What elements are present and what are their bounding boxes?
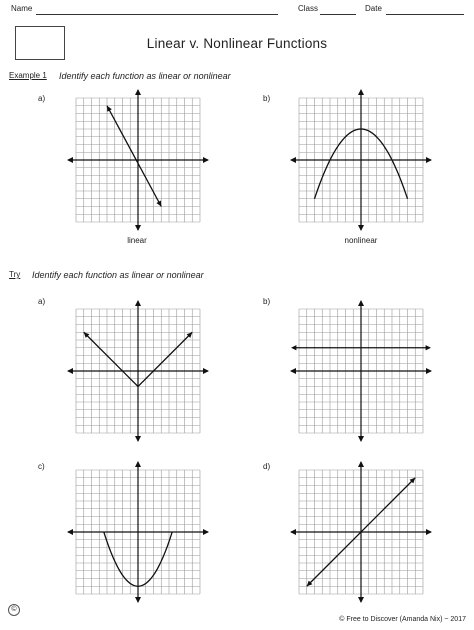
coordinate-grid: [289, 305, 433, 437]
axis-arrow: [358, 436, 364, 442]
axis-arrow: [358, 597, 364, 603]
copyright-icon: ©: [8, 604, 20, 616]
class-line[interactable]: [320, 14, 356, 15]
function-line: [107, 106, 161, 207]
axis-arrow: [426, 157, 432, 163]
date-line[interactable]: [386, 14, 464, 15]
answer-text: linear: [127, 236, 147, 245]
graph-letter: a): [38, 297, 46, 306]
axis-arrow: [203, 529, 209, 535]
axis-arrow: [135, 436, 141, 442]
name-label: Name: [11, 4, 33, 13]
example-heading: Example 1: [9, 71, 47, 80]
axis-arrow: [135, 225, 141, 231]
coordinate-grid: [66, 94, 210, 226]
name-line[interactable]: [36, 14, 278, 15]
copyright-text: © Free to Discover (Amanda Nix) ~ 2017: [339, 616, 466, 623]
axis-arrow: [358, 89, 364, 95]
axis-arrow: [290, 529, 296, 535]
graph-letter: a): [38, 94, 46, 103]
axis-arrow: [67, 157, 73, 163]
graph-letter: b): [263, 94, 271, 103]
axis-arrow: [135, 461, 141, 467]
axis-arrow: [203, 157, 209, 163]
axis-arrow: [426, 368, 432, 374]
graph-letter: b): [263, 297, 271, 306]
date-label: Date: [365, 4, 382, 13]
axis-arrow: [67, 368, 73, 374]
example-instruction: Identify each function as linear or nonlinear: [59, 71, 231, 81]
axis-arrow: [358, 225, 364, 231]
axis-arrow: [426, 529, 432, 535]
try-instruction: Identify each function as linear or nonlinear: [32, 270, 204, 280]
graph-letter: c): [38, 462, 45, 471]
axis-arrow: [358, 461, 364, 467]
axis-arrow: [67, 529, 73, 535]
page-title: Linear v. Nonlinear Functions: [146, 36, 328, 51]
axis-arrow: [290, 157, 296, 163]
answer-text: nonlinear: [344, 236, 378, 245]
axis-arrow: [290, 368, 296, 374]
graph-letter: d): [263, 462, 271, 471]
curve-arrow: [426, 345, 431, 350]
coordinate-grid: [66, 305, 210, 437]
axis-arrow: [203, 368, 209, 374]
class-label: Class: [298, 4, 319, 13]
axis-arrow: [135, 597, 141, 603]
axis-arrow: [135, 89, 141, 95]
axis-arrow: [135, 300, 141, 306]
coordinate-grid: [289, 466, 433, 598]
coordinate-grid: [66, 466, 210, 598]
coordinate-grid: [289, 94, 433, 226]
curve-arrow: [291, 345, 296, 350]
try-heading: Try: [9, 270, 21, 279]
axis-arrow: [358, 300, 364, 306]
